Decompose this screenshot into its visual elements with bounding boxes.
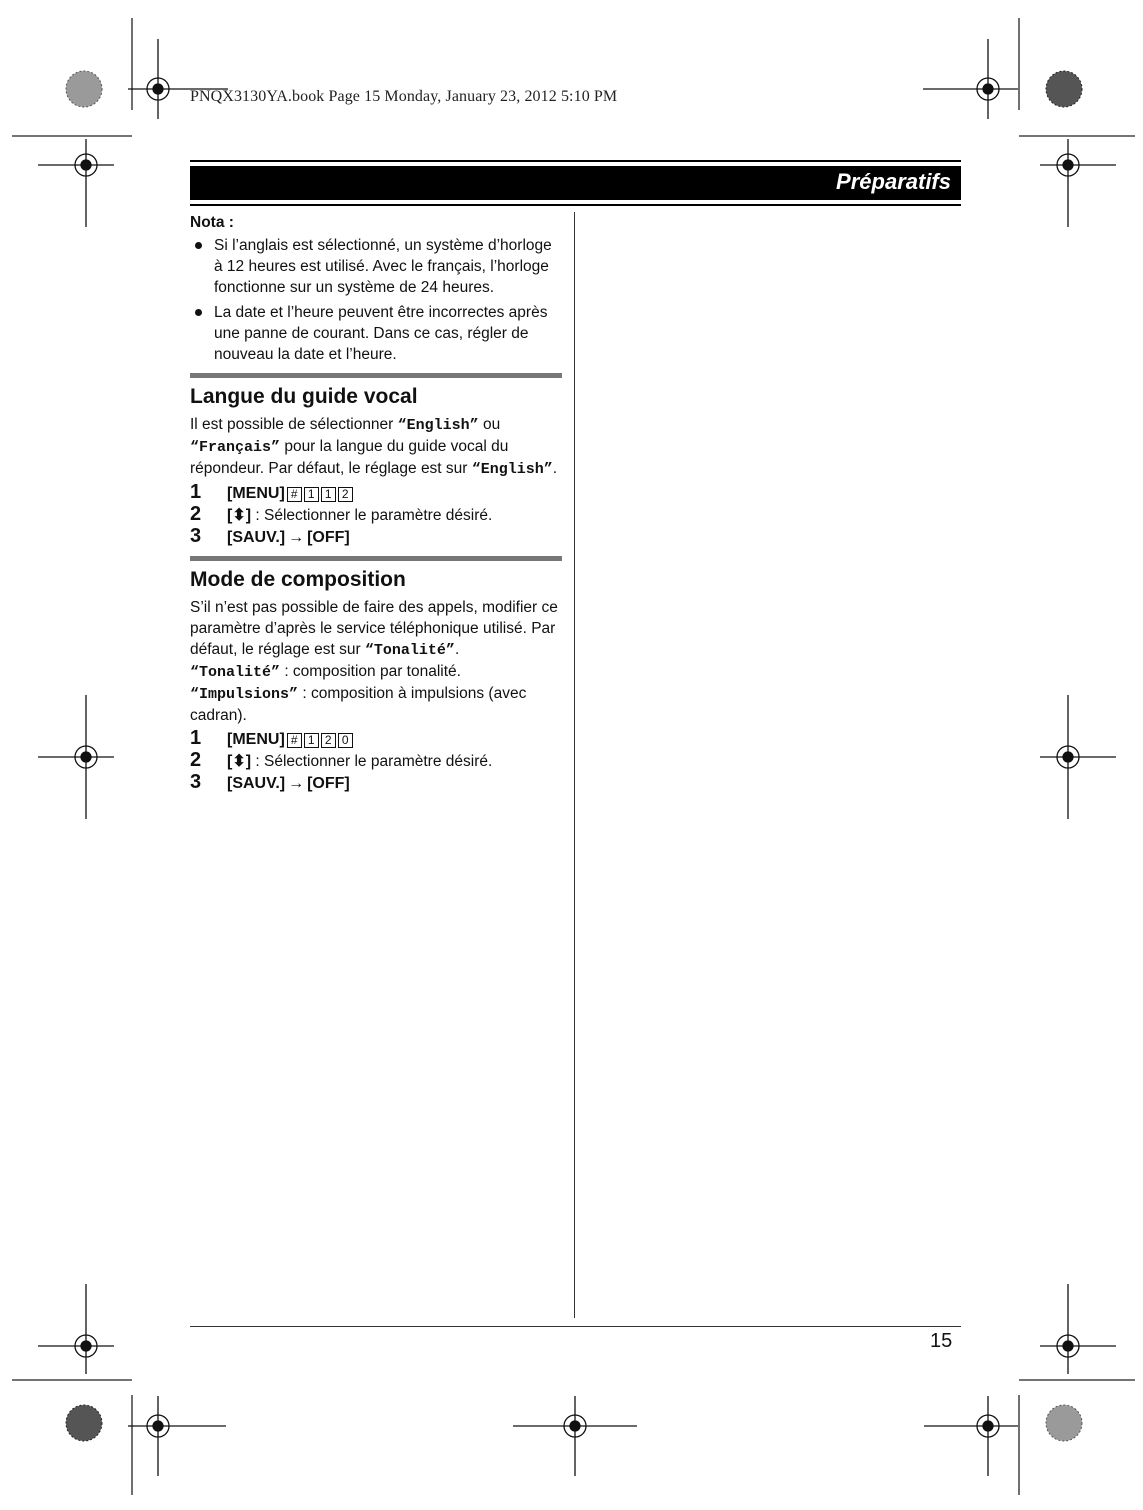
digit-key: 1 — [304, 733, 319, 748]
list-item: La date et l’heure peuvent être incorrectes après une panne de courant. Dans ce cas, régler de nouveau la date et l’heure. — [190, 302, 562, 365]
mode-heading: Mode de composition — [190, 568, 406, 591]
menu-key: [MENU] — [227, 731, 285, 748]
hash-key: # — [287, 487, 302, 502]
save-key: [SAUV.] — [227, 775, 286, 792]
off-key: [OFF] — [307, 775, 350, 792]
updown-key: [⬍] — [227, 507, 252, 524]
left-column — [190, 212, 562, 794]
section-title: Préparatifs — [836, 169, 951, 194]
step-item: 3 [SAUV.] → [OFF] — [190, 525, 350, 547]
page-number: 15 — [930, 1330, 953, 1352]
list-item: Si l’anglais est sélectionné, un système d’horloge à 12 heures est utilisé. Avec le français, l’horloge fonctionne sur un système de 24 heures. — [190, 235, 562, 298]
pulse-option: “Impulsions” : composition à impulsions (avec cadran). — [190, 685, 527, 724]
arrow-right-icon: → — [288, 775, 305, 792]
nota-title: Nota : — [190, 214, 234, 231]
column-divider — [574, 212, 575, 1318]
nota-list — [190, 235, 562, 365]
digit-key: 0 — [338, 733, 353, 748]
digit-key: 1 — [304, 487, 319, 502]
footer-rule — [190, 1326, 961, 1327]
step-item: 3 [SAUV.] → [OFF] — [190, 771, 350, 793]
langue-steps — [190, 482, 562, 548]
step-item: 2 [⬍] : Sélectionner le paramètre désiré. — [190, 749, 493, 771]
header-rule-top — [190, 160, 961, 162]
header-rule-bottom — [190, 204, 961, 206]
langue-heading: Langue du guide vocal — [190, 385, 418, 408]
mode-description: S’il n’est pas possible de faire des appels, modifier ce paramètre d’après le service téléphonique utilisé. Par défaut, le réglage est sur “Tonalité”. — [190, 599, 558, 659]
digit-key: 1 — [321, 487, 336, 502]
digit-key: 2 — [321, 733, 336, 748]
updown-key: [⬍] — [227, 753, 252, 770]
bullet-icon — [195, 242, 202, 249]
menu-key: [MENU] — [227, 485, 285, 502]
save-key: [SAUV.] — [227, 529, 286, 546]
bullet-icon — [195, 309, 202, 316]
digit-key: 2 — [338, 487, 353, 502]
langue-description: Il est possible de sélectionner “English” ou “Français” pour la langue du guide vocal du répondeur. Par défaut, le réglage est sur “English”. — [190, 416, 558, 478]
step-item: 1 [MENU] # 1 2 0 — [190, 728, 562, 750]
section-rule — [190, 373, 562, 378]
section-rule — [190, 556, 562, 561]
step-item: 1 [MENU] # 1 1 2 — [190, 482, 562, 504]
hash-key: # — [287, 733, 302, 748]
book-info: PNQX3130YA.book Page 15 Monday, January 23, 2012 5:10 PM — [190, 88, 618, 105]
mode-steps — [190, 728, 562, 794]
arrow-right-icon: → — [288, 529, 305, 546]
step-item: 2 [⬍] : Sélectionner le paramètre désiré. — [190, 503, 493, 525]
tone-option: “Tonalité” : composition par tonalité. — [190, 663, 461, 681]
off-key: [OFF] — [307, 529, 350, 546]
section-header-band — [190, 166, 961, 200]
